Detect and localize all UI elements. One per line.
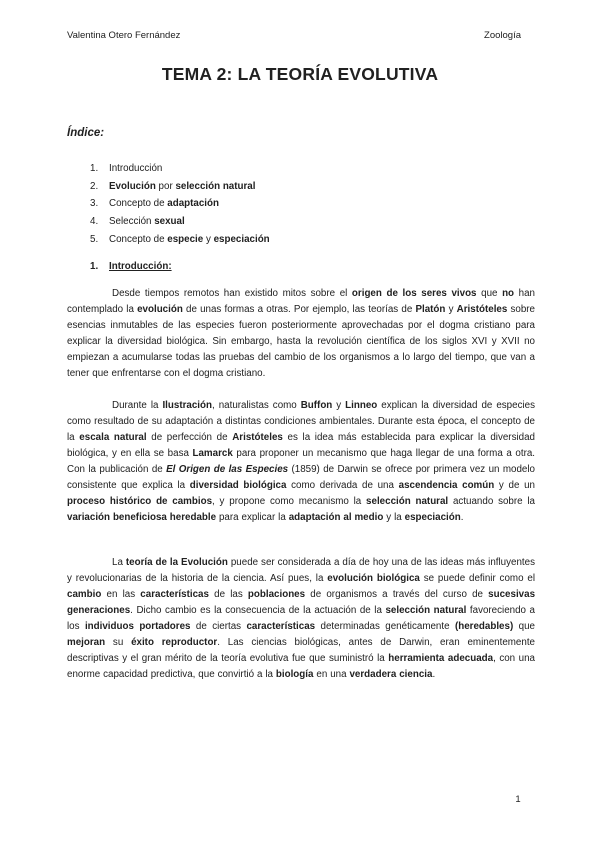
document-title: TEMA 2: LA TEORÍA EVOLUTIVA [161,64,439,84]
index-item-text: Introducción [109,163,163,174]
index-item-text: Concepto de especie y especiación [109,233,270,245]
index-item-number: 2. [90,180,99,192]
section-title: Introducción: [109,261,172,272]
index-item-number: 4. [90,216,99,228]
index-item-text: Evolución por selección natural [109,180,256,192]
paragraph-1: Desde tiempos remotos han existido mitos sobre el origen de los seres vivos que no han contemplado la evolución de unas formas a otras. Por ejemplo, las teorías de Platón y Aristóteles sobre esencias inmutables de las especies fueron posteriormente aprovechadas por el dogma cristiano para explicar la diversidad biológica. Sin embargo, hasta la revolución científica de los siglos XVI y XVII no empiezan a acumularse todas las pruebas del cambio de los organismos a lo largo del tiempo, que van a tener que enfrentarse con el dogma cristiano. [67,288,535,379]
page-header [67,30,521,42]
section-number: 1. [90,261,99,272]
paragraph-2: Durante la Ilustración, naturalistas como Buffon y Linneo explican la diversidad de especies como resultado de su adaptación a distintas condiciones ambientales. Durante esta época, el concepto de la escala natural de perfección de Aristóteles es la idea más establecida para explicar la diversidad biológica, y en ella se basa Lamarck para proponer un mecanismo que haga llegar de una forma a otra. Con la publicación de El Origen de las Especies (1859) de Darwin se ofrece por primera vez un modelo consistente que explica la diversidad biológica como derivada de una ascendencia común y de un proceso histórico de cambios, y propone como mecanismo la selección natural actuando sobre la variación beneficiosa heredable para explicar la adaptación al medio y la especiación. [67,400,536,523]
index-item-seleccion-sexual [90,216,530,234]
section-heading [90,261,172,272]
index-item-number: 1. [90,163,99,174]
header-course: Zoología [484,30,521,41]
header-author: Valentina Otero Fernández [67,30,181,41]
index-item-concepto-especie-especiacion [90,234,530,252]
paragraph-3: La teoría de la Evolución puede ser considerada a día de hoy una de las ideas más influyentes y revolucionarias de la historia de la ciencia. Así pues, la evolución biológica se puede definir como el cambio en las características de las poblaciones de organismos a través del curso de sucesivas generaciones. Dicho cambio es la consecuencia de la actuación de la selección natural favoreciendo a los individuos portadores de ciertas características determinadas genéticamente (heredables) que mejoran su éxito reproductor. Las ciencias biológicas, antes de Darwin, eran eminentemente descriptivas y el gran mérito de la teoría evolutiva fue que suministró la herramienta adecuada, con una enorme capacidad predictiva, que convirtió a la biología en una verdadera ciencia. [67,557,536,680]
index-list [90,163,530,251]
index-item-number: 5. [90,233,99,245]
index-item-text: Concepto de adaptación [109,198,219,210]
page-number: 1 [515,794,521,805]
index-item-concepto-adaptacion [90,198,530,216]
index-item-introduccion [90,163,530,181]
index-item-text: Selección sexual [109,216,185,228]
index-heading: Índice: [67,127,105,139]
index-item-evolucion-seleccion-natural [90,181,530,199]
index-item-number: 3. [90,198,99,210]
